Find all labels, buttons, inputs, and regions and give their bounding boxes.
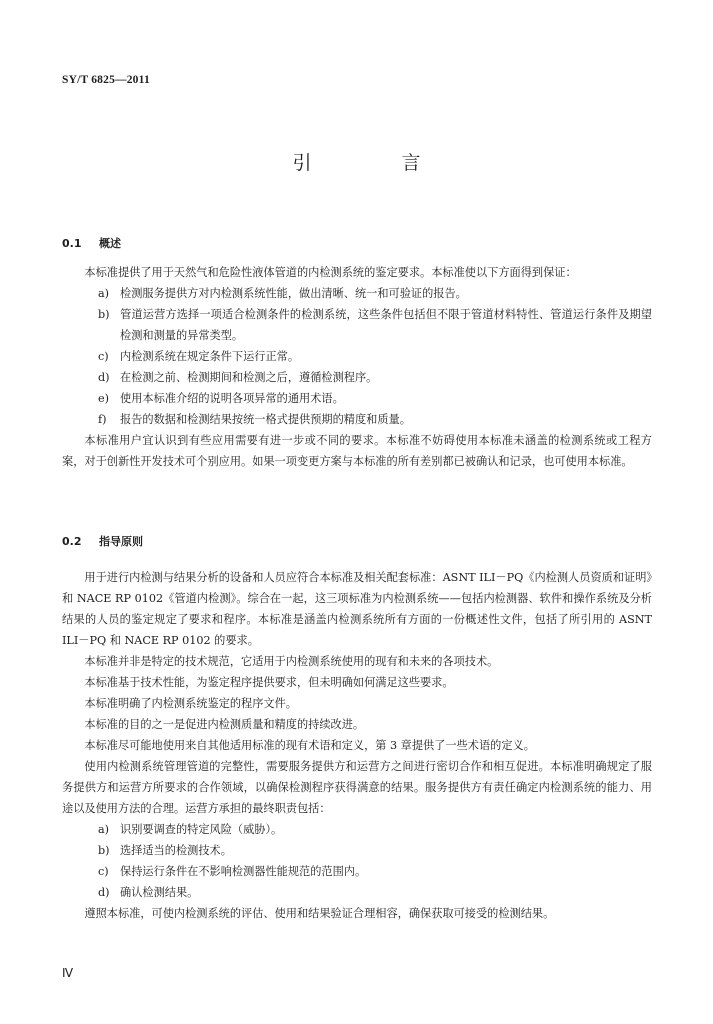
- list-text: 保持运行条件在不影响检测器性能规范的范围内。: [120, 865, 367, 878]
- list-item: [62, 861, 652, 882]
- list-item: [62, 840, 652, 861]
- section-number: 0.1: [62, 237, 82, 250]
- paragraph: 本标准基于技术性能，为鉴定程序提供要求，但未明确如何满足这些要求。: [84, 676, 454, 689]
- paragraph: 本标准并非是特定的技术规范，它适用于内检测系统使用的现有和未来的各项技术。: [84, 655, 499, 668]
- list-text: 确认检测结果。: [120, 886, 199, 899]
- list-label: b): [98, 844, 110, 857]
- list-text: 检测服务提供方对内检测系统性能，做出清晰、统一和可验证的报告。: [120, 287, 467, 300]
- page-number: Ⅳ: [62, 966, 74, 980]
- section-title: 概述: [99, 237, 121, 250]
- list-label: c): [98, 350, 109, 363]
- paragraph: 本标准的目的之一是促进内检测质量和精度的持续改进。: [84, 718, 365, 731]
- list-item: [62, 367, 652, 388]
- list-item: [62, 819, 652, 840]
- list-item: [62, 388, 652, 409]
- page-title: 引 言: [292, 152, 463, 174]
- paragraph: 遵照本标准，可使内检测系统的评估、使用和结果验证合理相容，确保获取可接受的检测结果。: [84, 907, 555, 920]
- list-item: [62, 409, 652, 430]
- standard-code: SY/T 6825—2011: [62, 74, 150, 86]
- list-label: e): [98, 392, 109, 405]
- list-text: 选择适当的检测技术。: [120, 844, 232, 857]
- list-item: [62, 283, 652, 304]
- list-label: d): [98, 886, 110, 899]
- list-label: a): [98, 823, 110, 836]
- list-text: 使用本标准介绍的说明各项异常的通用术语。: [120, 392, 344, 405]
- section-heading-0-1: [62, 235, 121, 251]
- paragraph: 本标准提供了用于天然气和危险性液体管道的内检测系统的鉴定要求。本标准使以下方面得到保证：: [84, 266, 577, 279]
- paragraph: 用于进行内检测与结果分析的设备和人员应符合本标准及相关配套标准：ASNT ILI－PQ《内检测人员资质和证明》和 NACE RP 0102《管道内检测》。综合在一起，这三项标准为内检测系统——包括内检测器、软件和操作系统及分析结果的人员的鉴定规定了要求和程序。本标准是涵盖内检测系统所有方面的一份概述性文件，包括了所引用的 ASNT ILI－PQ 和 NACE RP 0102 的要求。: [62, 571, 652, 647]
- paragraph: 本标准用户宜认识到有些应用需要有进一步或不同的要求。本标准不妨碍使用本标准未涵盖的检测系统或工程方案，对于创新性开发技术可个别应用。如果一项变更方案与本标准的所有差别都已被确认和记录，也可使用本标准。: [62, 434, 652, 468]
- section-body-0-1: [62, 262, 652, 472]
- list-text: 在检测之前、检测期间和检测之后，遵循检测程序。: [120, 371, 378, 384]
- section-heading-0-2: [62, 533, 143, 549]
- paragraph: 本标准尽可能地使用来自其他适用标准的现有术语和定义，第 3 章提供了一些术语的定义。: [84, 739, 535, 752]
- list-text: 识别要调查的特定风险（威胁）。: [120, 823, 283, 836]
- list-text: 内检测系统在规定条件下运行正常。: [120, 350, 300, 363]
- list-label: d): [98, 371, 110, 384]
- paragraph: 使用内检测系统管理管道的完整性，需要服务提供方和运营方之间进行密切合作和相互促进。本标准明确规定了服务提供方和运营方所要求的合作领域，以确保检测程序获得满意的结果。服务提供方有责任确定内检测系统的能力、用途以及使用方法的合理。运营方承担的最终职责包括：: [62, 760, 652, 815]
- section-title: 指导原则: [99, 535, 143, 548]
- list-label: c): [98, 865, 109, 878]
- list-label: f): [98, 413, 107, 426]
- paragraph: 本标准明确了内检测系统鉴定的程序文件。: [84, 697, 297, 710]
- list-label: a): [98, 287, 110, 300]
- list-item: [62, 346, 652, 367]
- section-number: 0.2: [62, 535, 82, 548]
- list-label: b): [98, 308, 110, 321]
- list-item: [62, 304, 652, 346]
- list-text: 报告的数据和检测结果按统一格式提供预期的精度和质量。: [120, 413, 411, 426]
- section-body-0-2: [62, 567, 652, 924]
- list-text: 管道运营方选择一项适合检测条件的检测系统，这些条件包括但不限于管道材料特性、管道运行条件及期望检测和测量的异常类型。: [120, 308, 652, 342]
- list-item: [62, 882, 652, 903]
